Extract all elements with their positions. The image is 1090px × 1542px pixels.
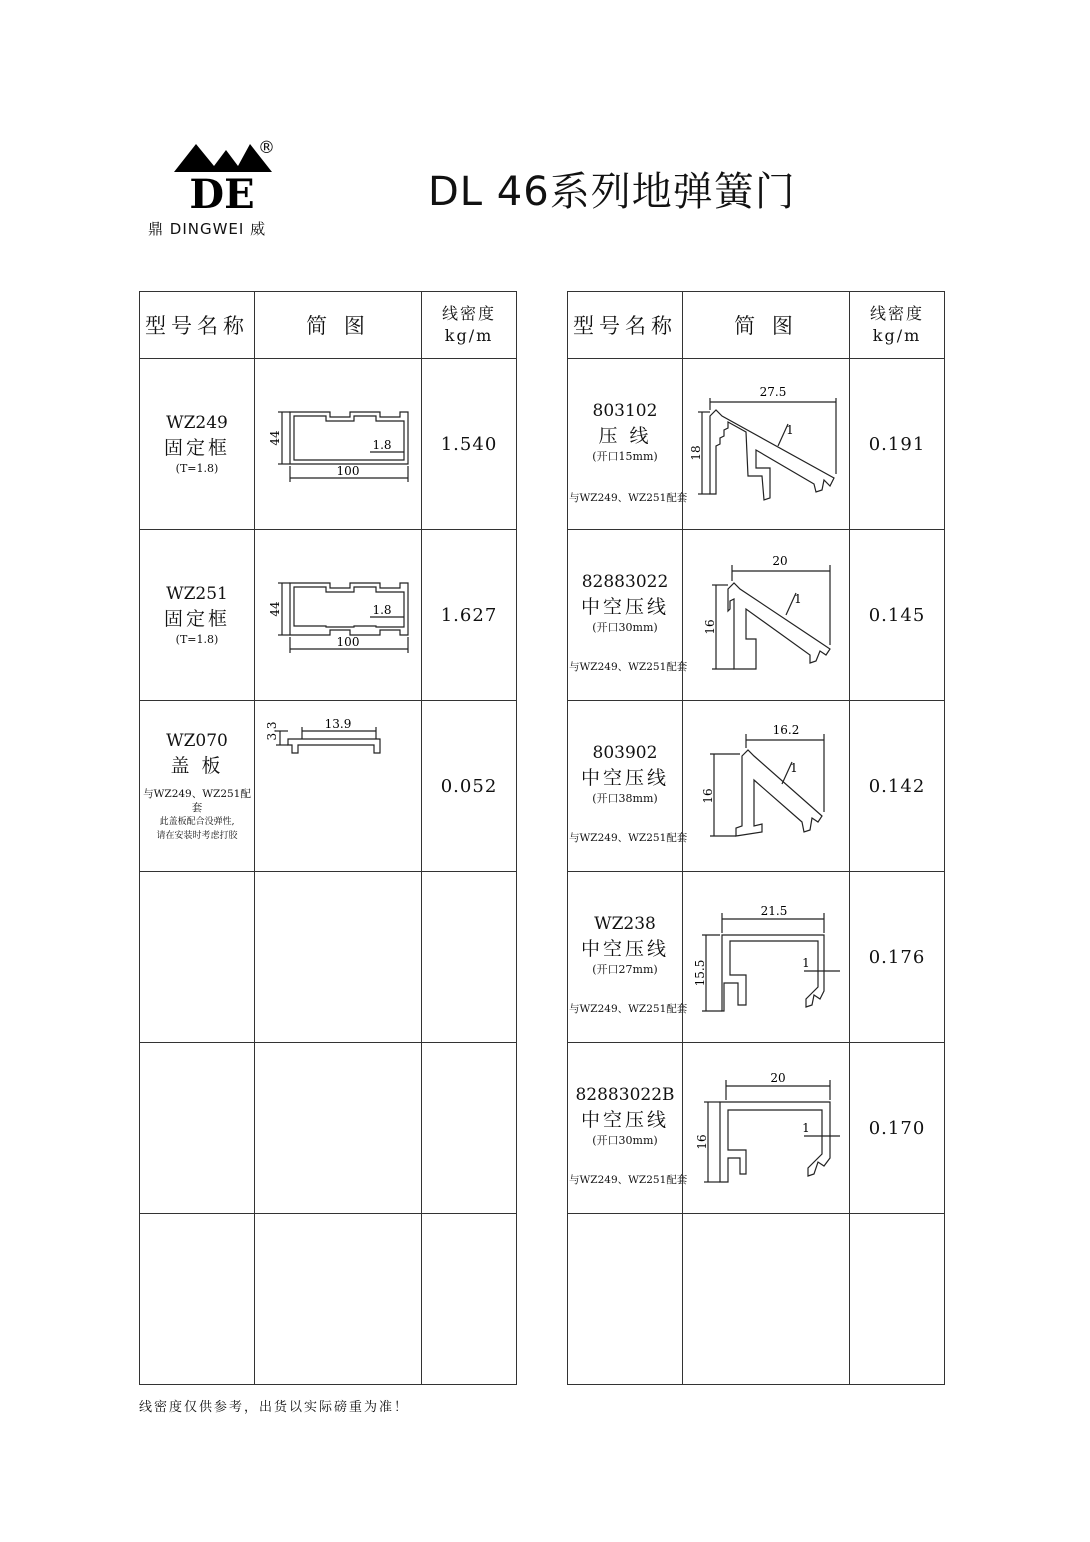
svg-text:16: 16 xyxy=(703,619,717,635)
model-code: 803902 xyxy=(592,743,658,763)
model-note: (T=1.8) xyxy=(175,462,219,475)
svg-text:27.5: 27.5 xyxy=(759,385,787,399)
svg-text:20: 20 xyxy=(770,1071,786,1085)
diagram-cell xyxy=(683,872,850,1043)
registered-mark: ® xyxy=(258,138,275,158)
model-code: 82883022 xyxy=(581,572,669,592)
model-name: 盖 板 xyxy=(170,755,224,777)
svg-text:1.8: 1.8 xyxy=(372,438,392,452)
model-name: 中空压线 xyxy=(580,938,669,960)
svg-text:100: 100 xyxy=(336,635,360,649)
svg-text:20: 20 xyxy=(772,554,788,568)
density-cell xyxy=(422,701,517,872)
header-model: 型号名称 xyxy=(140,292,255,359)
svg-text:21.5: 21.5 xyxy=(760,904,788,918)
model-note: (开口27mm) xyxy=(592,963,658,976)
table-row-empty xyxy=(140,872,517,1043)
model-cell xyxy=(568,530,688,701)
table-row xyxy=(568,530,945,701)
table-row xyxy=(568,1043,945,1214)
density-cell xyxy=(850,872,945,1043)
header-density: 线密度 kg/m xyxy=(850,292,945,359)
model-name: 固定框 xyxy=(163,437,230,459)
diagram-cell xyxy=(255,530,422,701)
density-cell xyxy=(850,530,945,701)
left-spec-table xyxy=(139,291,517,1385)
profile-diagram-803902 xyxy=(684,716,848,856)
model-code: WZ070 xyxy=(166,731,228,751)
svg-text:18: 18 xyxy=(689,445,703,461)
density-cell xyxy=(850,701,945,872)
svg-text:DE: DE xyxy=(189,171,255,218)
profile-diagram-wz238 xyxy=(684,887,848,1027)
svg-text:3.3: 3.3 xyxy=(265,721,279,741)
table-row-empty xyxy=(568,1214,945,1385)
profile-diagram-wz249 xyxy=(258,384,418,504)
diagram-cell xyxy=(683,701,850,872)
table-row xyxy=(140,359,517,530)
compat-note: 与WZ249、WZ251配套 xyxy=(569,832,688,844)
model-code: WZ251 xyxy=(166,584,228,604)
svg-text:1: 1 xyxy=(802,956,810,970)
model-note-2: 此盖板配合没弹性, xyxy=(159,817,235,827)
model-cell xyxy=(568,872,688,1043)
svg-text:44: 44 xyxy=(268,430,282,446)
table-row-empty xyxy=(140,1214,517,1385)
model-name: 中空压线 xyxy=(580,767,669,789)
svg-text:1: 1 xyxy=(802,1121,810,1135)
model-cell xyxy=(568,701,688,872)
density-cell xyxy=(850,359,945,530)
model-note-3: 请在安装时考虑打胶 xyxy=(156,831,238,841)
page-title: DL 46系列地弹簧门 xyxy=(428,169,796,215)
model-name: 压 线 xyxy=(598,425,652,447)
svg-text:1: 1 xyxy=(786,423,794,437)
header-model: 型号名称 xyxy=(568,292,683,359)
compat-note: 与WZ249、WZ251配套 xyxy=(569,1003,688,1015)
model-note: (开口30mm) xyxy=(592,621,658,634)
header-diagram: 简 图 xyxy=(255,292,422,359)
model-note: (开口15mm) xyxy=(592,450,658,463)
table-row xyxy=(568,359,945,530)
model-name: 中空压线 xyxy=(580,1109,669,1131)
model-note: (T=1.8) xyxy=(175,633,219,646)
density-cell xyxy=(422,359,517,530)
svg-text:16: 16 xyxy=(701,788,715,804)
table-row-empty xyxy=(140,1043,517,1214)
table-row xyxy=(140,701,517,872)
profile-diagram-wz251 xyxy=(258,555,418,675)
svg-text:1: 1 xyxy=(794,592,802,606)
svg-text:1: 1 xyxy=(790,761,798,775)
svg-text:1.8: 1.8 xyxy=(372,603,392,617)
density-cell xyxy=(850,1043,945,1214)
compat-note: 与WZ249、WZ251配套 xyxy=(569,661,688,673)
header-diagram: 简 图 xyxy=(683,292,850,359)
model-cell xyxy=(140,530,255,701)
model-cell xyxy=(568,1043,688,1214)
profile-diagram-803102 xyxy=(684,374,848,514)
svg-text:16.2: 16.2 xyxy=(772,723,800,737)
model-code: 82883022B xyxy=(575,1085,675,1105)
model-cell xyxy=(568,359,688,530)
model-code: WZ238 xyxy=(594,914,656,934)
svg-text:100: 100 xyxy=(336,464,360,478)
density-value: 0.145 xyxy=(868,604,926,626)
model-code: WZ249 xyxy=(166,413,228,433)
model-note: (开口30mm) xyxy=(592,1134,658,1147)
density-value: 1.627 xyxy=(440,604,498,626)
logo-caption: 鼎 DINGWEI 威 xyxy=(148,220,267,238)
svg-text:16: 16 xyxy=(695,1134,709,1150)
model-name: 固定框 xyxy=(163,608,230,630)
diagram-cell xyxy=(683,530,850,701)
svg-text:15.5: 15.5 xyxy=(693,959,707,987)
density-cell xyxy=(422,530,517,701)
model-cell xyxy=(140,359,255,530)
table-header-row xyxy=(140,292,517,359)
model-code: 803102 xyxy=(592,401,658,421)
density-value: 0.170 xyxy=(868,1117,926,1139)
model-note: 与WZ249、WZ251配套 xyxy=(143,788,251,814)
density-value: 1.540 xyxy=(440,433,498,455)
table-row xyxy=(568,872,945,1043)
diagram-cell xyxy=(255,701,422,872)
density-value: 0.052 xyxy=(440,775,498,797)
table-row xyxy=(568,701,945,872)
diagram-cell xyxy=(683,359,850,530)
density-value: 0.176 xyxy=(868,946,926,968)
header-density: 线密度 kg/m xyxy=(422,292,517,359)
compat-note: 与WZ249、WZ251配套 xyxy=(569,1174,688,1186)
model-name: 中空压线 xyxy=(580,596,669,618)
diagram-cell xyxy=(683,1043,850,1214)
profile-diagram-82883022b xyxy=(684,1058,848,1198)
footnote: 线密度仅供参考，出货以实际磅重为准！ xyxy=(139,1400,410,1415)
table-row xyxy=(140,530,517,701)
svg-text:44: 44 xyxy=(268,601,282,617)
svg-text:13.9: 13.9 xyxy=(324,717,352,731)
compat-note: 与WZ249、WZ251配套 xyxy=(569,492,688,504)
profile-diagram-82883022 xyxy=(684,545,848,685)
density-value: 0.191 xyxy=(868,433,926,455)
profile-diagram-wz070 xyxy=(258,701,418,821)
table-header-row xyxy=(568,292,945,359)
density-value: 0.142 xyxy=(868,775,926,797)
diagram-cell xyxy=(255,359,422,530)
right-spec-table xyxy=(567,291,945,1385)
model-note: (开口38mm) xyxy=(592,792,658,805)
model-cell xyxy=(140,701,255,872)
